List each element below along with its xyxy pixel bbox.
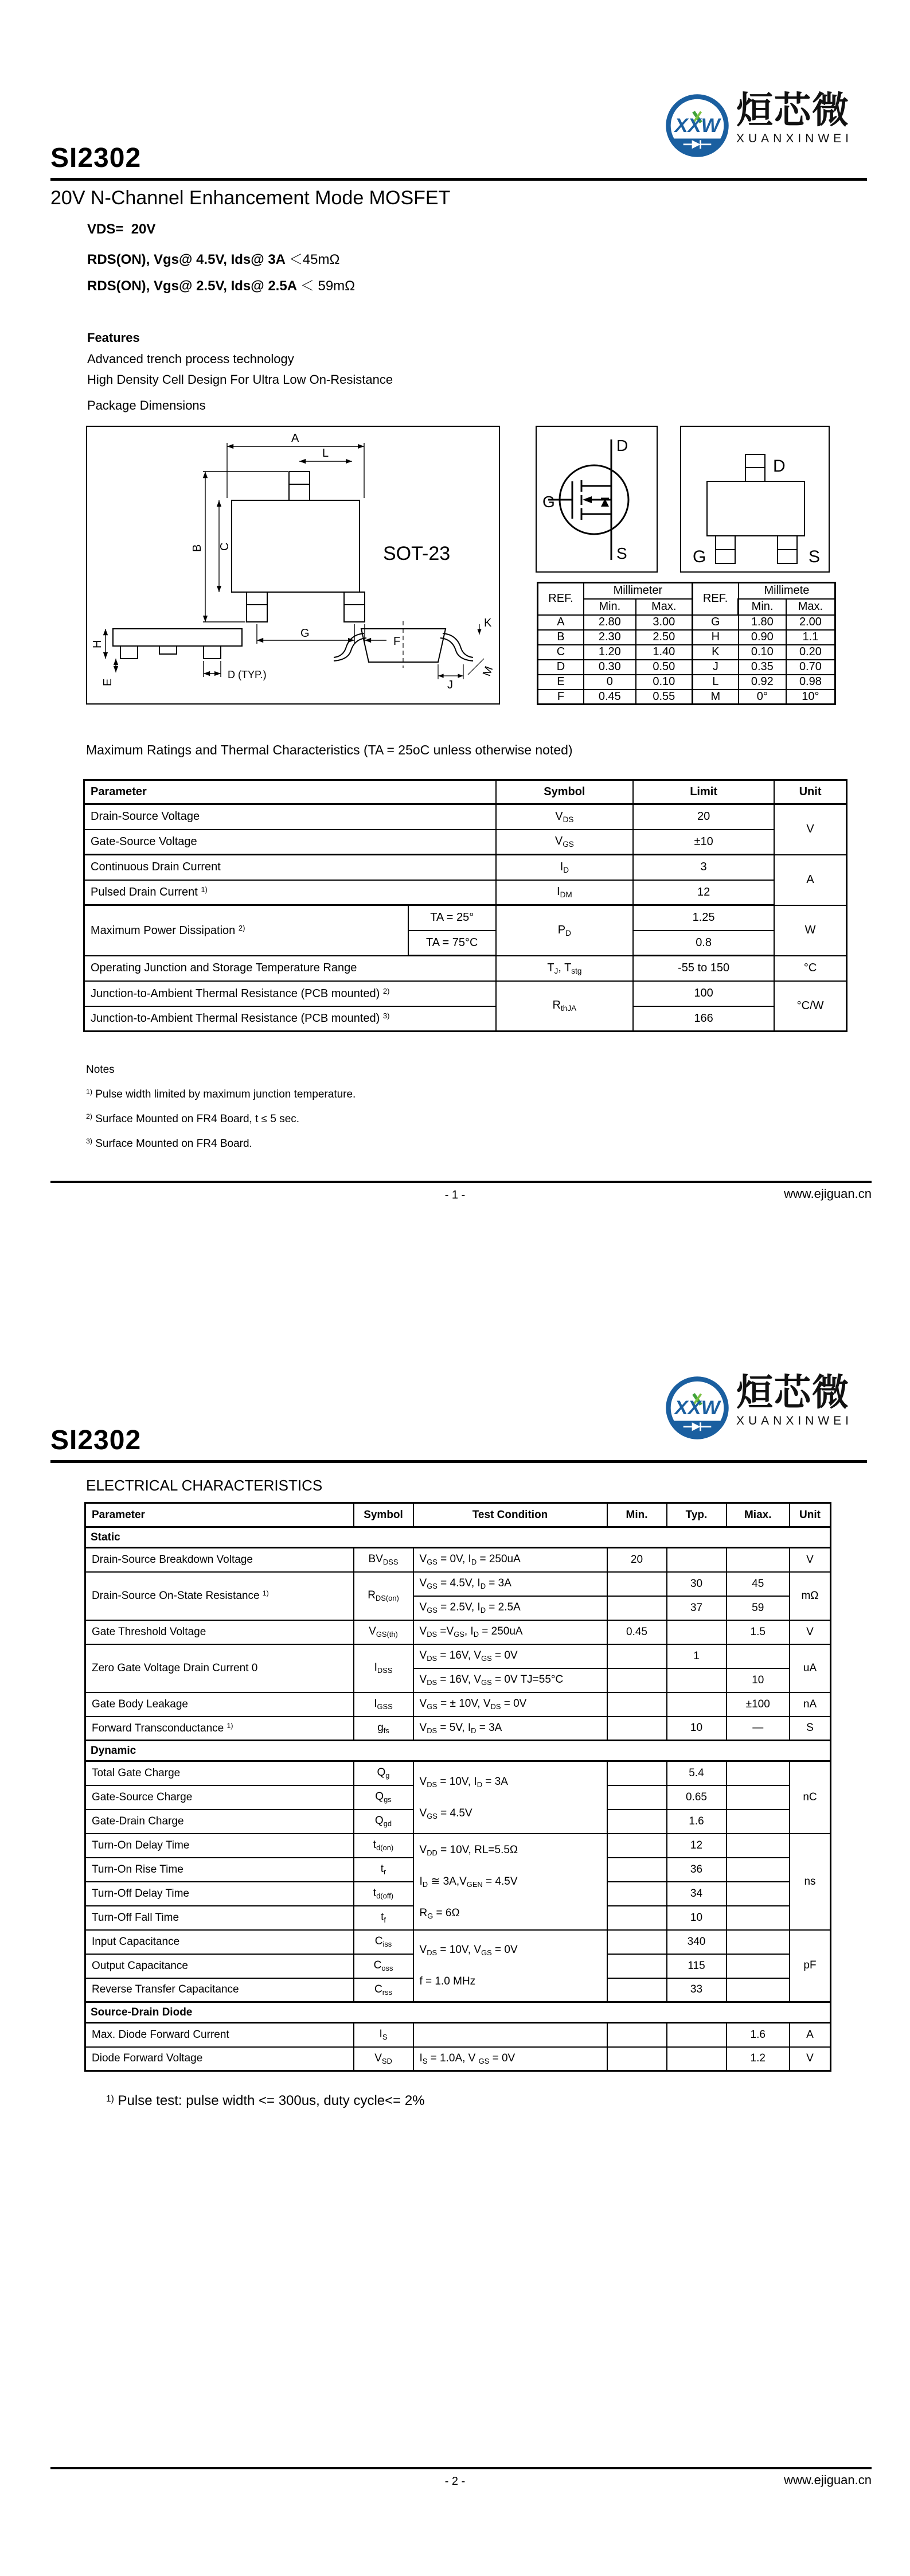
package-drawing [87,427,499,703]
table-cell: $V_{SD}$ [354,2047,413,2071]
table-cell: Gate-Source Charge [85,1785,354,1810]
table-cell: 36 [667,1858,727,1882]
table-cell: 0.45 [584,690,636,705]
table-cell: $V_{DS} = 5V$, $I_D = 3A$ [413,1717,607,1741]
page-number: - 1 - [444,1189,466,1201]
table-cell: G [692,615,738,630]
table-cell: 2.80 [584,615,636,630]
table-cell [727,1644,790,1668]
section-row-cell: Dynamic [85,1741,831,1761]
table-cell: H [692,630,738,645]
table-cell: °C [774,956,846,981]
table-cell [727,1906,790,1930]
brand-name-cn: 烜芯微 [736,1372,850,1413]
table-cell: $R_{DS(on)}$ [354,1572,413,1620]
table-cell: 1.25 [633,905,774,931]
package-dimensions-title: Package Dimensions [87,398,206,413]
table-cell: Limit [633,780,774,804]
table-cell: 1.20 [584,645,636,660]
table-cell: Drain-Source Voltage [84,804,496,830]
table-cell: $V_{GS} = 0V$, $I_D = 250uA$ [413,1548,607,1572]
table-cell: -55 to 150 [633,956,774,981]
table-cell: 100 [633,981,774,1006]
table-cell: 0.8 [633,931,774,956]
logo-xxw-text: XXW [674,115,720,137]
table-cell: S [790,1717,831,1741]
notes-block [86,1059,356,1155]
table-cell: Test Condition [413,1503,607,1527]
table-cell: 2.50 [636,630,693,645]
package-pinout-diagram [681,427,829,571]
table-cell: Turn-Off Fall Time [85,1906,354,1930]
spec-line-vds [87,221,155,238]
table-cell: V [790,1548,831,1572]
table-cell [727,1954,790,1978]
table-cell: $t_{d(off)}$ [354,1882,413,1906]
brand-name-cn: 烜芯微 [736,90,850,131]
table-cell: 1.5 [727,1620,790,1644]
table-cell: 20 [607,1548,667,1572]
table-cell: Drain-Source On-State Resistance $^{1)}$ [85,1572,354,1620]
table-cell: Unit [790,1503,831,1527]
table-cell: TA = 25° [408,905,496,931]
table-cell [607,1761,667,1785]
table-cell: V [790,2047,831,2071]
table-cell: 0.20 [786,645,835,660]
table-cell: Reverse Transfer Capacitance [85,1978,354,2002]
table-cell: 37 [667,1596,727,1620]
table-cell [667,2023,727,2047]
document-title: 20V N-Channel Enhancement Mode MOSFET [50,187,451,209]
table-cell: Symbol [354,1503,413,1527]
table-cell: $V_{GS} = 4.5V$, $I_D = 3A$ [413,1572,607,1596]
table-cell: $g_{fs}$ [354,1717,413,1741]
table-cell: 2.00 [786,615,835,630]
table-cell: B [538,630,584,645]
table-cell: 12 [633,880,774,905]
table-cell: $V_{GS}$ = ± 10V, $V_{DS} = 0V$ [413,1692,607,1717]
table-cell [607,1882,667,1906]
spec-text: RDS(ON), Vgs@ 4.5V, Ids@ 3A [87,252,289,267]
table-cell: $V_{GS} = 2.5V$, $I_D = 2.5A$ [413,1596,607,1620]
table-cell: Drain-Source Breakdown Voltage [85,1548,354,1572]
mosfet-symbol-panel [536,426,658,573]
table-cell [727,1978,790,2002]
table-cell [413,2023,607,2047]
table-cell: 59 [727,1596,790,1620]
table-cell: $R_{thJA}$ [496,981,633,1032]
dim-label: J [447,679,453,691]
table-cell: $Q_g$ [354,1761,413,1785]
table-cell: 1.2 [727,2047,790,2071]
table-cell: Junction-to-Ambient Thermal Resistance (PCB mounted) $^{2)}$ [84,981,496,1006]
table-cell: Min. [739,599,786,615]
table-cell: 0.92 [739,675,786,690]
brand-name-en: XUANXINWEI [736,1414,853,1427]
table-cell: Output Capacitance [85,1954,354,1978]
table-cell: $V_{DS} = 10V$, $I_D = 3A$ $V_{GS} = 4.5V$ [413,1761,607,1834]
table-cell: Millimeter [584,583,692,599]
notes-title: Notes [86,1064,115,1076]
logo-mark-icon [664,1374,731,1442]
table-cell: Gate Threshold Voltage [85,1620,354,1644]
table-cell: 10 [727,1668,790,1692]
table-cell: Forward Transconductance $^{1)}$ [85,1717,354,1741]
mosfet-symbol-diagram [537,427,657,571]
brand-logo [664,92,853,159]
table-cell: 3.00 [636,615,693,630]
table-cell: 0.55 [636,690,693,705]
table-cell: 0.90 [739,630,786,645]
table-cell: $I_D$ [496,855,633,880]
dim-label: M [481,664,496,678]
table-cell: 0.35 [739,660,786,675]
table-cell: Parameter [85,1503,354,1527]
table-cell: Max. [786,599,835,615]
table-cell [667,2047,727,2071]
table-cell: Unit [774,780,846,804]
table-cell: Millimete [739,583,835,599]
table-cell: $C_{rss}$ [354,1978,413,2002]
section-row-cell: Source-Drain Diode [85,2002,831,2023]
table-cell [607,1596,667,1620]
table-cell: 340 [667,1930,727,1954]
table-cell: J [692,660,738,675]
table-cell: Min. [607,1503,667,1527]
table-cell: 33 [667,1978,727,2002]
table-cell [607,2047,667,2071]
table-cell [727,1761,790,1785]
dim-label: B [191,544,204,552]
table-cell: Turn-Off Delay Time [85,1882,354,1906]
dim-label: A [291,432,299,445]
table-cell: REF. [692,583,738,615]
table-cell [607,1644,667,1668]
table-cell [667,1692,727,1717]
footer-rule [50,2467,872,2469]
brand-logo [664,1374,853,1442]
table-cell: pF [790,1930,831,2002]
table-cell: E [538,675,584,690]
table-cell: 166 [633,1006,774,1032]
pin-label-d: D [773,457,786,476]
table-cell: V [790,1620,831,1644]
table-cell: Gate Body Leakage [85,1692,354,1717]
table-cell: mΩ [790,1572,831,1620]
table-cell: F [538,690,584,705]
table-cell: Diode Forward Voltage [85,2047,354,2071]
table-cell: 3 [633,855,774,880]
table-cell: W [774,905,846,956]
table-cell [607,1858,667,1882]
table-cell [607,1668,667,1692]
table-cell: $BV_{DSS}$ [354,1548,413,1572]
table-cell: °C/W [774,981,846,1032]
brand-text [736,1374,853,1428]
table-cell: Min. [584,599,636,615]
table-cell: $P_D$ [496,905,633,956]
table-cell: V [774,804,846,855]
part-number-title: SI2302 [50,143,142,173]
brand-text [736,92,853,146]
table-cell: A [774,855,846,905]
table-cell: 1.6 [667,1810,727,1834]
table-cell: $V_{DS} =V_{GS}$, $I_D = 250uA$ [413,1620,607,1644]
table-cell: Gate-Drain Charge [85,1810,354,1834]
table-cell [607,1954,667,1978]
table-cell: A [790,2023,831,2047]
table-cell: Zero Gate Voltage Drain Current 0 [85,1644,354,1692]
logo-xxw-text: XXW [674,1397,720,1419]
header-rule [50,1460,867,1463]
table-cell: 12 [667,1834,727,1858]
table-cell [727,1810,790,1834]
table-cell: 10° [786,690,835,705]
table-cell: $I_{GSS}$ [354,1692,413,1717]
pulse-test-note: $^{1)}$ Pulse test: pulse width <= 300us, duty cycle<= 2% [106,2093,425,2108]
table-cell [727,1930,790,1954]
table-cell: ns [790,1834,831,1930]
table-cell: 1.80 [739,615,786,630]
table-cell: Gate-Source Voltage [84,830,496,855]
table-cell: A [538,615,584,630]
table-cell: L [692,675,738,690]
feature-item: Advanced trench process technology [87,352,294,366]
table-cell: Typ. [667,1503,727,1527]
table-cell: 0.10 [739,645,786,660]
dim-label: H [91,640,104,648]
table-cell: 0.10 [636,675,693,690]
pin-label-d: D [616,437,628,454]
table-cell: Turn-On Delay Time [85,1834,354,1858]
pin-label-g: G [693,547,706,566]
max-ratings-table [83,779,847,1032]
package-pinout-panel [680,426,830,573]
spec-text: RDS(ON), Vgs@ 2.5V, Ids@ 2.5A [87,278,300,294]
table-cell: 34 [667,1882,727,1906]
logo-mark-icon [664,92,731,159]
table-cell: 45 [727,1572,790,1596]
table-cell [607,1930,667,1954]
features-title: Features [87,330,140,345]
table-cell: 1.1 [786,630,835,645]
page-number: - 2 - [444,2475,466,2488]
table-cell: $I_S$ [354,2023,413,2047]
table-cell: Symbol [496,780,633,804]
package-drawing-panel [86,426,500,705]
table-cell: — [727,1717,790,1741]
table-cell: Miax. [727,1503,790,1527]
table-cell [667,1620,727,1644]
table-cell: Parameter [84,780,496,804]
table-cell: Input Capacitance [85,1930,354,1954]
table-cell: $V_{DS} = 16V$, $V_{GS} = 0V$ TJ=55°C [413,1668,607,1692]
table-cell [727,1834,790,1858]
electrical-characteristics-table [84,1502,831,2072]
table-cell [607,1717,667,1741]
table-cell: 0.70 [786,660,835,675]
section-row-cell: Static [85,1527,831,1548]
table-cell [667,1668,727,1692]
table-cell: Maximum Power Dissipation $^{2)}$ [84,905,408,956]
table-cell: $V_{DD} = 10V$, RL=5.5Ω $I_D$ ≅ $3A,V_{GEN} = 4.5V$ $R_G = 6\Omega$ [413,1834,607,1930]
table-cell [607,1906,667,1930]
table-cell: 1.6 [727,2023,790,2047]
table-cell: 0.45 [607,1620,667,1644]
note-item: $^{3)}$ Surface Mounted on FR4 Board. [86,1137,252,1150]
table-cell: 1.40 [636,645,693,660]
table-cell: 5.4 [667,1761,727,1785]
dim-label: L [322,447,329,460]
table-cell: $Q_{gs}$ [354,1785,413,1810]
table-cell: $T_J$, $T_{stg}$ [496,956,633,981]
table-cell: 0.98 [786,675,835,690]
table-cell: K [692,645,738,660]
dim-label: G [300,627,310,640]
dim-label: F [393,635,401,648]
table-cell [667,1548,727,1572]
table-cell: Total Gate Charge [85,1761,354,1785]
footer-rule [50,1181,872,1183]
table-cell: 0.65 [667,1785,727,1810]
website-link: www.ejiguan.cn [784,1186,872,1201]
table-cell: 0 [584,675,636,690]
table-cell: 10 [667,1906,727,1930]
table-cell [727,1882,790,1906]
table-cell: $t_{d(on)}$ [354,1834,413,1858]
table-cell: Turn-On Rise Time [85,1858,354,1882]
table-cell: Junction-to-Ambient Thermal Resistance (PCB mounted) $^{3)}$ [84,1006,496,1032]
note-item: $^{2)}$ Surface Mounted on FR4 Board, t ≤ 5 sec. [86,1112,300,1125]
note-item: $^{1)}$ Pulse width limited by maximum junction temperature. [86,1088,356,1100]
table-cell [607,1810,667,1834]
table-cell: Continuous Drain Current [84,855,496,880]
table-cell: $t_f$ [354,1906,413,1930]
table-cell [727,1548,790,1572]
table-cell: ±10 [633,830,774,855]
table-cell [607,1834,667,1858]
dim-label: D (TYP.) [228,669,267,680]
table-cell [607,1692,667,1717]
table-cell: $I_S = 1.0A$, V $_{GS}$ = 0V [413,2047,607,2071]
table-cell: $V_{GS(th)}$ [354,1620,413,1644]
table-cell: $V_{GS}$ [496,830,633,855]
table-cell: 2.30 [584,630,636,645]
table-cell [727,1858,790,1882]
table-cell: REF. [538,583,584,615]
table-cell: nA [790,1692,831,1717]
table-cell: $V_{DS}$ [496,804,633,830]
table-cell: $I_{DM}$ [496,880,633,905]
table-cell: D [538,660,584,675]
dim-label: C [218,542,231,551]
table-cell: Pulsed Drain Current $^{1)}$ [84,880,496,905]
header-rule [50,178,867,181]
table-cell: Operating Junction and Storage Temperature Range [84,956,496,981]
table-cell: 0° [739,690,786,705]
dim-label: E [101,678,114,686]
brand-name-en: XUANXINWEI [736,132,853,145]
electrical-characteristics-title: ELECTRICAL CHARACTERISTICS [86,1477,323,1494]
spec-value: ＜45mΩ [288,252,340,267]
table-cell: 30 [667,1572,727,1596]
table-cell: uA [790,1644,831,1692]
table-cell: $C_{oss}$ [354,1954,413,1978]
table-cell [607,1978,667,2002]
table-cell: $C_{iss}$ [354,1930,413,1954]
table-cell: $Q_{gd}$ [354,1810,413,1834]
spec-text: VDS= 20V [87,221,156,237]
table-cell: 1 [667,1644,727,1668]
ratings-title: Maximum Ratings and Thermal Characteristics (TA = 25oC unless otherwise noted) [86,742,573,757]
table-cell: TA = 75°C [408,931,496,956]
part-number-title: SI2302 [50,1425,142,1456]
table-cell [607,2023,667,2047]
table-cell: M [692,690,738,705]
table-cell [607,1572,667,1596]
spec-line-rds1 [87,248,339,268]
table-cell [727,1785,790,1810]
pin-label-s: S [616,544,627,562]
table-cell: ±100 [727,1692,790,1717]
feature-item: High Density Cell Design For Ultra Low On-Resistance [87,372,393,387]
table-cell: 115 [667,1954,727,1978]
ref-dimension-table [537,582,836,705]
table-cell: Max. [636,599,693,615]
table-cell: 20 [633,804,774,830]
table-cell: nC [790,1761,831,1834]
dim-label: K [484,617,492,629]
table-cell: $V_{DS} = 16V$, $V_{GS} = 0V$ [413,1644,607,1668]
table-cell: $I_{DSS}$ [354,1644,413,1692]
spec-line-rds2 [87,274,355,294]
table-cell: 10 [667,1717,727,1741]
table-cell: 0.30 [584,660,636,675]
table-cell: $t_r$ [354,1858,413,1882]
spec-value: ＜ 59mΩ [300,278,356,294]
table-cell [607,1785,667,1810]
package-name-label: SOT-23 [383,543,451,565]
table-cell: 0.50 [636,660,693,675]
website-link: www.ejiguan.cn [784,2473,872,2487]
pin-label-s: S [809,547,821,566]
table-cell: C [538,645,584,660]
table-cell: $V_{DS} = 10V$, $V_{GS} = 0V$ f = 1.0 MHz [413,1930,607,2002]
table-cell: Max. Diode Forward Current [85,2023,354,2047]
pin-label-g: G [542,493,555,511]
